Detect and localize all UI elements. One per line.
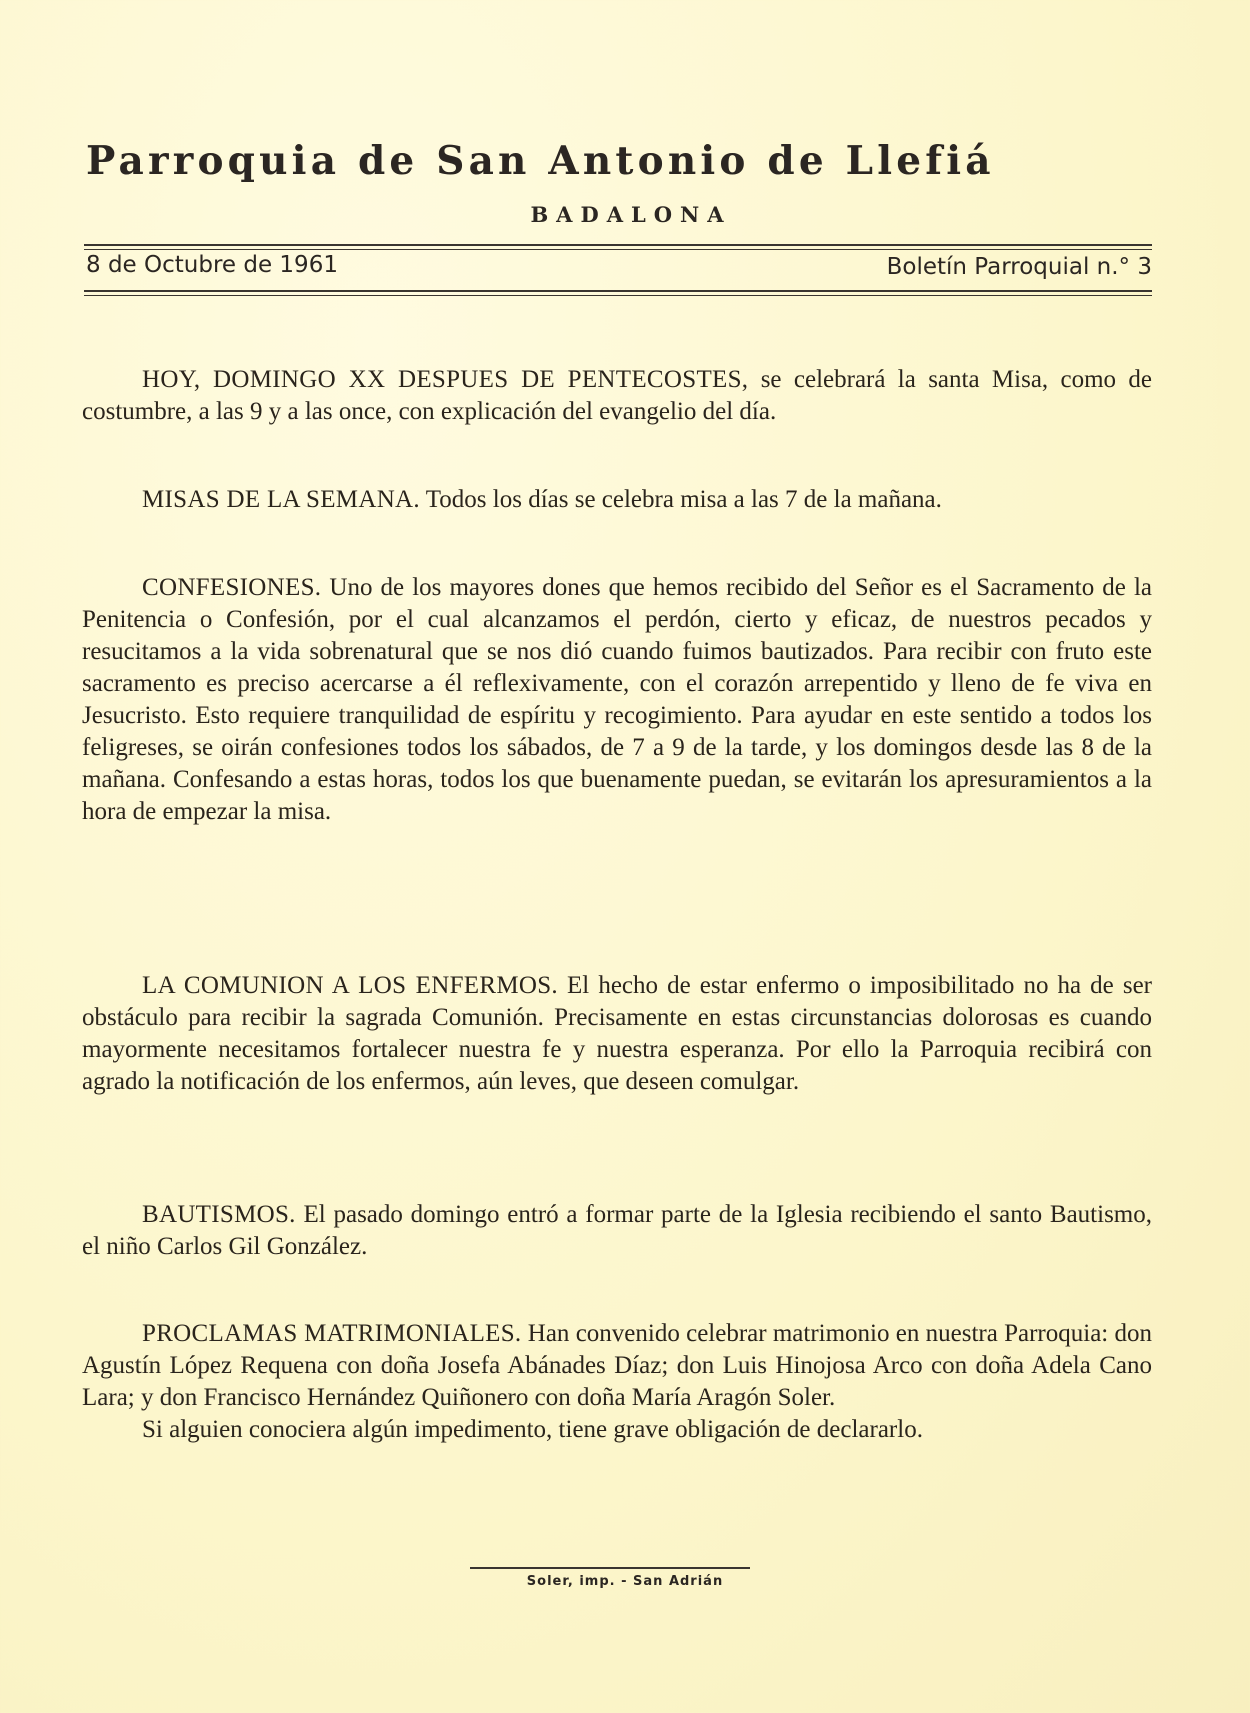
bulletin-date: 8 de Octubre de 1961 [86, 252, 338, 278]
header-rule-bottom [84, 290, 1152, 292]
section-text: El hecho de estar enfermo o imposibilitado no ha de ser obstáculo para recibir la sagrada Comunión. Precisamente en estas circunstancias dolorosas es cuando mayormente necesitamos fortalecer nuestra fe y nuestra esperanza. Por ello la Parroquia recibirá con agrado la notificación de los enfermos, aún leves, que deseen comulgar. [82, 972, 1152, 1095]
section-text: El pasado domingo entró a formar parte de la Iglesia recibiendo el santo Bautismo, el niño Carlos Gil González. [82, 1201, 1152, 1260]
section-heading: BAUTISMOS. [142, 1201, 296, 1228]
section-weekday-masses [82, 484, 1152, 516]
bulletin-issue-number: Boletín Parroquial n.° 3 [886, 254, 1152, 280]
section-sunday-mass [82, 364, 1152, 428]
parish-title: Parroquia de San Antonio de Llefiá [86, 138, 995, 184]
header-rule-bottom-thin [84, 295, 1152, 296]
section-heading: MISAS DE LA SEMANA. [142, 486, 420, 513]
section-marriage-banns [82, 1318, 1152, 1446]
printer-credit: Soler, imp. - San Adrián [526, 1574, 724, 1589]
section-heading: LA COMUNION A LOS ENFERMOS. [142, 972, 558, 999]
header-rule-top-thin [84, 249, 1152, 250]
section-text: Uno de los mayores dones que hemos recibido del Señor es el Sacramento de la Penitencia o Confesión, por el cual alcanzamos el perdón, cierto y eficaz, de nuestros pecados y resucitamos a la vida sobrenatural que se nos dió cuando fuimos bautizados. Para recibir con fruto este sacramento es preciso acercarse a él reflexivamente, con el corazón arrepentido y lleno de fe viva en Jesucristo. Esto requiere tranquilidad de espíritu y recogimiento. Para ayudar en este sentido a todos los feligreses, se oirán confesiones todos los sábados, de 7 a 9 de la tarde, y los domingos desde las 8 de la mañana. Confesando a estas horas, todos los que buenamente puedan, se evitarán los apresuramientos a la hora de empezar la misa. [82, 574, 1152, 825]
section-confessions [82, 572, 1152, 828]
section-communion-sick [82, 970, 1152, 1098]
footer-rule [470, 1567, 750, 1569]
header-info-row [86, 252, 1152, 286]
section-heading: CONFESIONES. [142, 574, 322, 601]
section-text: Han convenido celebrar matrimonio en nuestra Parroquia: don Agustín López Requena con doña Josefa Abánades Díaz; don Luis Hinojosa Arco con doña Adela Cano Lara; y don Francisco Hernández Quiñonero con doña María Aragón Soler. [82, 1320, 1152, 1411]
section-heading: PROCLAMAS MATRIMONIALES. [142, 1320, 522, 1347]
city-subtitle: BADALONA [530, 202, 732, 227]
section-baptisms [82, 1199, 1152, 1263]
closing-note: Si alguien conociera algún impedimento, tiene grave obligación de declararlo. [142, 1416, 923, 1443]
section-heading: HOY, DOMINGO XX DESPUES DE PENTECOSTES, [142, 366, 749, 393]
header-rule-top [84, 244, 1152, 246]
section-text: Todos los días se celebra misa a las 7 de la mañana. [419, 486, 942, 513]
section-text: se celebrará la santa Misa, como de costumbre, a las 9 y a las once, con explicación del evangelio del día. [82, 366, 1152, 425]
